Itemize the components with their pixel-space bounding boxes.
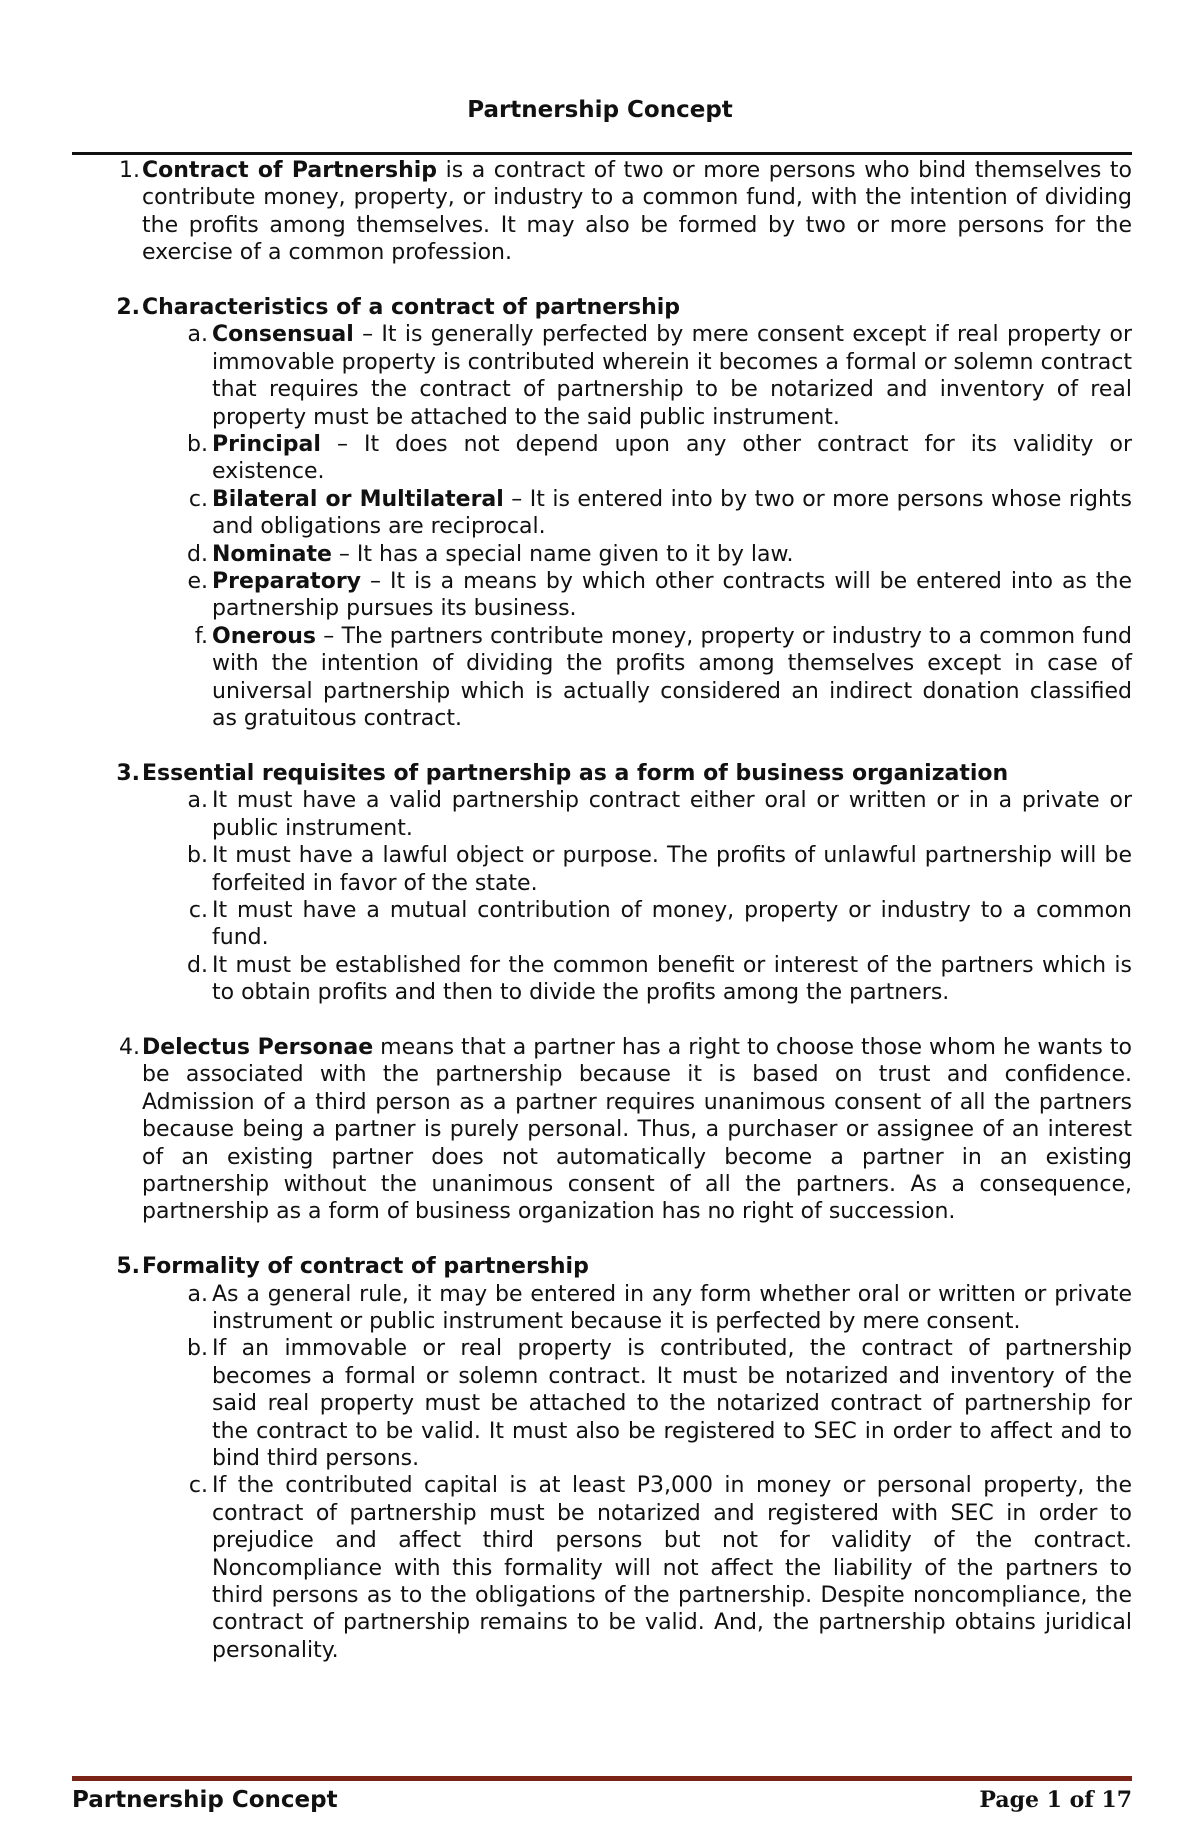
item-text: It must have a valid partnership contract either oral or written or in a private or public instrument. [212, 788, 1132, 841]
item-letter: a. [187, 1281, 208, 1307]
item-text: It must be established for the common benefit or interest of the partners which is to obtain profits and then to divide the profits among the partners. [212, 952, 1132, 1006]
list-item [72, 623, 1132, 733]
section-text: means that a partner has a right to choose those whom he wants to be associated with the partnership because it is based on trust and confidence. Admission of a third person as a partner requires unanimous consent of all the partners because being a partner is purely personal. Thus, a purchaser or assignee of an interest of an existing partner does not automatically become a partner in an existing partnership without the unanimous consent of all the partners. As a consequence, partnership as a form of business organization has no right of succession. [142, 1034, 1132, 1225]
footer-rule [72, 1776, 1132, 1781]
item-letter: c. [188, 897, 208, 923]
item-term: Principal [212, 432, 321, 458]
list-item [72, 1281, 1132, 1336]
item-letter: a. [187, 322, 208, 348]
section-3 [72, 760, 1132, 1007]
document-body [72, 157, 1132, 1664]
list-item [72, 541, 1132, 568]
section-term: Contract of Partnership [142, 158, 438, 183]
section-heading: Characteristics of a contract of partnership [142, 295, 681, 321]
list-item [72, 1335, 1132, 1472]
section-heading: Essential requisites of partnership as a form of business organization [142, 760, 1009, 786]
list-item [72, 568, 1132, 623]
item-text: – It has a special name given to it by law. [331, 541, 794, 567]
section-number: 4. [119, 1034, 140, 1060]
list-item [72, 897, 1132, 952]
section-number: 2. [116, 295, 140, 321]
item-term: Consensual [212, 322, 354, 348]
section-term: Delectus Personae [142, 1034, 374, 1060]
list-item [72, 486, 1132, 541]
item-text: – It is a means by which other contracts will be entered into as the partnership pursues its business. [212, 569, 1132, 622]
item-text: If an immovable or real property is contributed, the contract of partnership becomes a formal or solemn contract. It must be notarized and inventory of the said real property must be attached to the notarized contract of partnership for the contract to be valid. It must also be registered to SEC in order to affect and to bind third persons. [212, 1336, 1132, 1472]
item-letter: e. [187, 569, 208, 595]
item-term: Nominate [212, 541, 332, 567]
list-item [72, 842, 1132, 897]
item-text: – It is generally perfected by mere consent except if real property or immovable property is contributed wherein it becomes a formal or solemn contract that requires the contract of partnership to be notarized and inventory of real property must be attached to the said public instrument. [212, 322, 1132, 430]
section-number: 1. [119, 158, 140, 183]
item-text: If the contributed capital is at least P3,000 in money or personal property, the contract of partnership must be notarized and registered with SEC in order to prejudice and affect third persons but not for validity of the contract. Noncompliance with this formality will not affect the liability of the partners to third persons as to the obligations of the partnership. Despite noncompliance, the contract of partnership remains to be valid. And, the partnership obtains juridical personality. [212, 1473, 1132, 1663]
section-4 [72, 1034, 1132, 1226]
footer-title: Partnership Concept [72, 1787, 338, 1813]
item-text: – It does not depend upon any other contract for its validity or existence. [212, 432, 1132, 485]
section-heading: Formality of contract of partnership [142, 1254, 589, 1280]
item-letter: b. [187, 1336, 208, 1362]
item-letter: f. [194, 623, 208, 649]
item-letter: c. [188, 486, 208, 512]
page-number: Page 1 of 17 [979, 1787, 1132, 1813]
list-item [72, 787, 1132, 842]
list-item [72, 1472, 1132, 1664]
section-1 [72, 157, 1132, 267]
item-text: – The partners contribute money, property or industry to a common fund with the intention of dividing the profits among themselves except in case of universal partnership which is actually considered an indirect donation classified as gratuitous contract. [212, 623, 1132, 732]
item-letter: c. [188, 1473, 208, 1499]
item-text: It must have a mutual contribution of money, property or industry to a common fund. [212, 897, 1132, 951]
item-letter: d. [187, 541, 208, 567]
item-text: It must have a lawful object or purpose. The profits of unlawful partnership will be forfeited in favor of the state. [212, 843, 1132, 896]
list-item [72, 952, 1132, 1007]
item-term: Bilateral or Multilateral [212, 486, 504, 512]
item-letter: b. [187, 843, 208, 869]
item-letter: a. [187, 788, 208, 814]
section-number: 3. [116, 760, 140, 786]
item-text: – It is entered into by two or more persons whose rights and obligations are reciprocal. [212, 486, 1132, 540]
header-rule [72, 152, 1132, 155]
section-text: is a contract of two or more persons who bind themselves to contribute money, property, or industry to a common fund, with the intention of dividing the profits among themselves. It may also be formed by two or more persons for the exercise of a common profession. [142, 158, 1133, 266]
item-term: Onerous [212, 623, 317, 649]
item-term: Preparatory [212, 569, 362, 595]
item-text: As a general rule, it may be entered in any form whether oral or written or private instrument or public instrument because it is perfected by mere consent. [212, 1281, 1132, 1334]
page-title: Partnership Concept [467, 97, 733, 123]
list-item [72, 431, 1132, 486]
section-2 [72, 294, 1132, 733]
list-item [72, 321, 1132, 431]
item-letter: b. [187, 432, 208, 458]
item-letter: d. [187, 952, 208, 978]
section-number: 5. [116, 1254, 140, 1280]
section-5 [72, 1253, 1132, 1664]
